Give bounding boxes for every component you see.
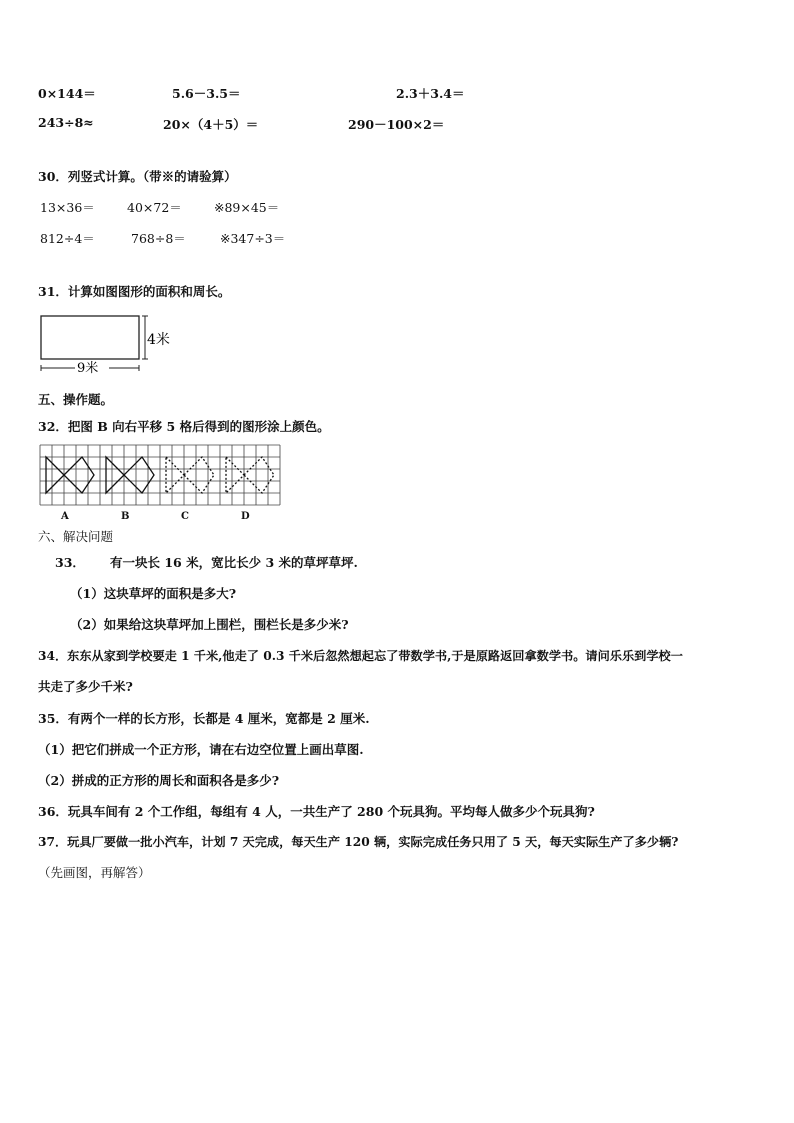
calc-290-minus: 290－100×2＝ (348, 117, 445, 132)
q32-title: 32．把图 B 向右平移 5 格后得到的图形涂上颜色。 (38, 419, 330, 434)
calc-243-div-8: 243÷8≈ (38, 115, 94, 130)
q33-sub2: （2）如果给这块草坪加上围栏，围栏长是多少米? (70, 617, 349, 632)
translation-grid (38, 443, 288, 525)
q37-line1: 37．玩具厂要做一批小汽车，计划 7 天完成，每天生产 120 辆，实际完成任务只用了 5 天，每天实际生产了多少辆? (38, 835, 679, 849)
shape-c-right (184, 457, 214, 493)
q30-item-4: 812÷4＝ (40, 231, 95, 246)
q30-title: 30．列竖式计算。（带※的请验算） (38, 169, 237, 184)
calc-0x144: 0×144＝ (38, 86, 96, 101)
shape-d-right (244, 457, 274, 493)
height-label: 4米 (147, 332, 170, 348)
figure-label-b: B (121, 511, 130, 522)
shape-b-right (124, 457, 154, 493)
q35-sub2: （2）拼成的正方形的周长和面积各是多少? (38, 773, 280, 788)
q30-item-1: 13×36＝ (40, 200, 95, 215)
shape-d-left (226, 457, 244, 493)
shape-b-left (106, 457, 124, 493)
shape-a-right (64, 457, 94, 493)
q33-sub1: （1）这块草坪的面积是多大? (70, 586, 237, 601)
section-5-heading: 五、操作题。 (38, 392, 114, 407)
figure-label-c: C (181, 511, 189, 522)
q34-line1: 34．东东从家到学校要走 1 千米,他走了 0.3 千米后忽然想起忘了带数学书,于是原路返回拿数学书。请问乐乐到学校一 (38, 649, 683, 663)
shape-a-left (46, 457, 64, 493)
q30-item-5: 768÷8＝ (131, 231, 186, 246)
rectangle-shape (41, 316, 139, 359)
q31-title: 31．计算如图图形的面积和周长。 (38, 284, 231, 299)
figure-label-d: D (241, 511, 250, 522)
q36-text: 36．玩具车间有 2 个工作组，每组有 4 人，一共生产了 280 个玩具狗。平均每人做多少个玩具狗? (38, 804, 595, 819)
q33-text: 有一块长 16 米，宽比长少 3 米的草坪草坪. (110, 555, 358, 570)
calc-2-3-plus-3-4: 2.3＋3.4＝ (396, 86, 465, 101)
rectangle-figure (38, 314, 178, 376)
figure-label-a: A (61, 511, 69, 522)
calc-20x-4-plus-5: 20×（4＋5）＝ (163, 117, 259, 132)
calc-5-6-minus-3-5: 5.6－3.5＝ (172, 86, 241, 101)
q33-number: 33． (55, 555, 85, 570)
q37-line2: （先画图，再解答） (38, 865, 151, 880)
q35-text: 35．有两个一样的长方形，长都是 4 厘米，宽都是 2 厘米. (38, 711, 370, 726)
q35-sub1: （1）把它们拼成一个正方形，请在右边空位置上画出草图. (38, 742, 364, 757)
width-label: 9米 (77, 361, 99, 376)
q30-item-6: ※347÷3＝ (220, 231, 286, 246)
section-6-heading: 六、解决问题 (38, 529, 114, 544)
q34-line2: 共走了多少千米? (38, 679, 133, 694)
q30-item-3: ※89×45＝ (214, 200, 280, 215)
q30-item-2: 40×72＝ (127, 200, 182, 215)
shape-c-left (166, 457, 184, 493)
